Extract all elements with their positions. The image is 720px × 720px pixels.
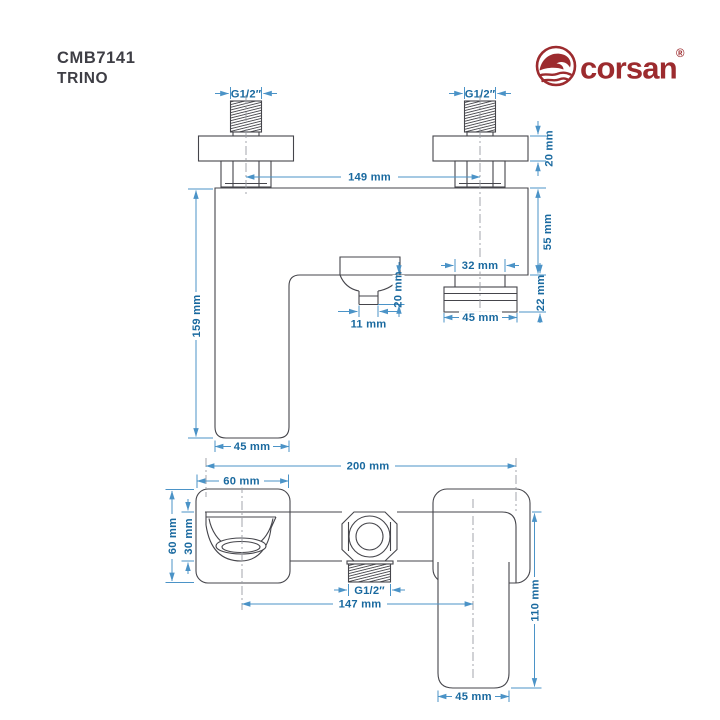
spout-taper (340, 275, 400, 291)
brand-wordmark: corsan (580, 50, 677, 86)
label-30: 30 mm (182, 518, 195, 555)
label-g12-left: G1/2″ (230, 88, 262, 101)
spout-block-plan (196, 489, 290, 583)
label-60-top: 60 mm (223, 475, 260, 488)
label-200: 200 mm (346, 460, 390, 473)
handle-lever (438, 562, 509, 688)
logo-wave-line-icon (540, 73, 571, 76)
flange-right (433, 136, 528, 161)
label-60-left: 60 mm (166, 517, 179, 555)
ticks-11 (359, 306, 378, 318)
spout-tube (359, 291, 378, 305)
product-code: CMB7141 (57, 49, 136, 67)
product-name: TRINO (57, 70, 109, 87)
thread-bottom (349, 564, 391, 582)
outlet-circle-inner (356, 523, 383, 550)
logo-wave-line2-icon (543, 79, 569, 81)
brand-logo (537, 47, 575, 85)
label-11: 11 mm (350, 318, 387, 331)
label-149: 149 mm (348, 171, 391, 184)
label-g12-right: G1/2″ (464, 88, 496, 101)
label-20-spout: 20 mm (392, 271, 405, 308)
label-55: 55 mm (541, 213, 554, 251)
registered-mark: ® (676, 48, 685, 60)
outlet-body (444, 287, 517, 312)
spout-opening-inner (222, 542, 260, 553)
header (57, 47, 685, 87)
logo-wave-icon (540, 54, 571, 71)
label-45-handle: 45 mm (233, 441, 271, 453)
label-110: 110 mm (529, 579, 542, 622)
label-45-outlet: 45 mm (462, 311, 499, 324)
label-147: 147 mm (338, 598, 382, 611)
label-22: 22 mm (534, 274, 547, 312)
label-32: 32 mm (461, 260, 499, 272)
label-45-bottom: 45 mm (455, 691, 492, 703)
label-159: 159 mm (190, 294, 203, 338)
label-20-flange: 20 mm (543, 130, 556, 167)
label-g12-bottom: G1/2″ (354, 585, 385, 597)
